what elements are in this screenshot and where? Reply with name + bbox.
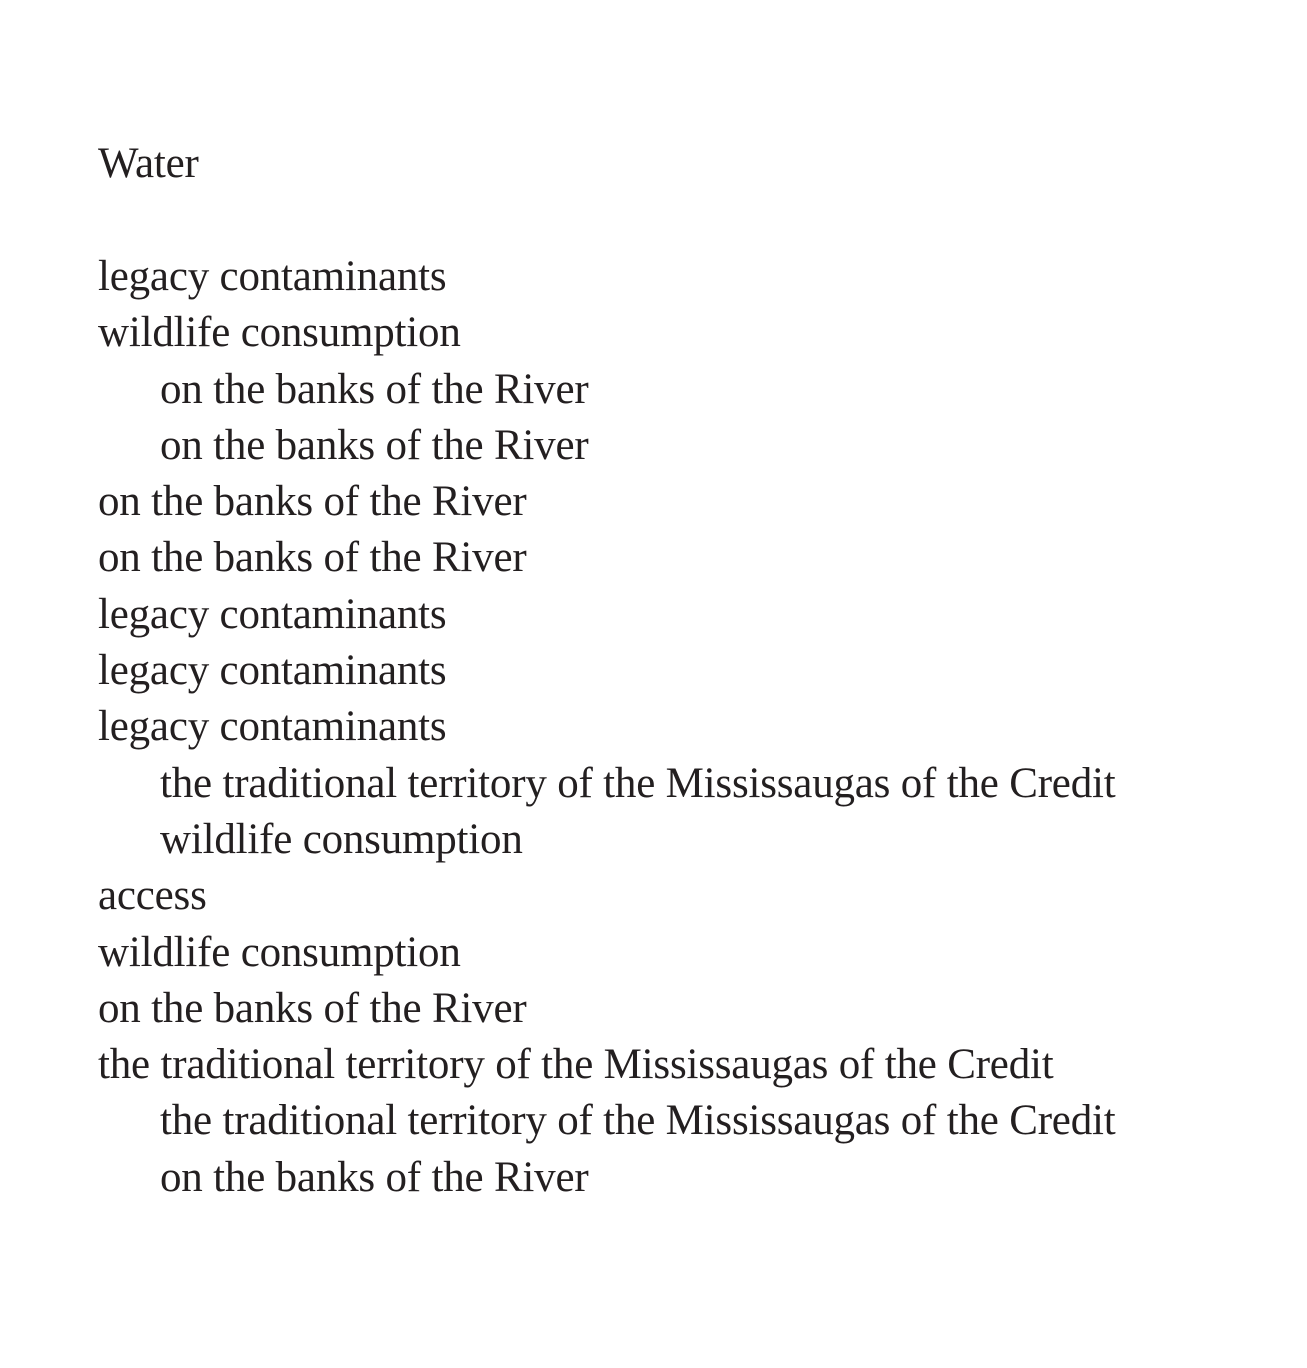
poem-line: legacy contaminants <box>98 703 447 751</box>
poem-line: wildlife consumption <box>98 309 461 357</box>
poem-line: wildlife consumption <box>160 815 523 863</box>
poem-line: access <box>98 872 207 920</box>
poem-title: Water <box>98 140 199 187</box>
poem-line: on the banks of the River <box>98 478 527 526</box>
poem-line: the traditional territory of the Mississaugas of the Credit <box>98 1041 1054 1089</box>
poem-line: the traditional territory of the Mississaugas of the Credit <box>160 759 1116 807</box>
poem-line: on the banks of the River <box>160 365 589 413</box>
poem-line: legacy contaminants <box>98 253 447 300</box>
poem-line: on the banks of the River <box>160 1153 589 1201</box>
poem-line: on the banks of the River <box>160 421 589 469</box>
poem-line: wildlife consumption <box>98 928 461 976</box>
poem-body <box>98 249 1116 1206</box>
poem-line: on the banks of the River <box>98 534 527 582</box>
poem-line: on the banks of the River <box>98 984 527 1032</box>
poem-line: legacy contaminants <box>98 590 447 638</box>
poem-line: the traditional territory of the Mississaugas of the Credit <box>160 1097 1116 1145</box>
poem-line: legacy contaminants <box>98 647 447 695</box>
